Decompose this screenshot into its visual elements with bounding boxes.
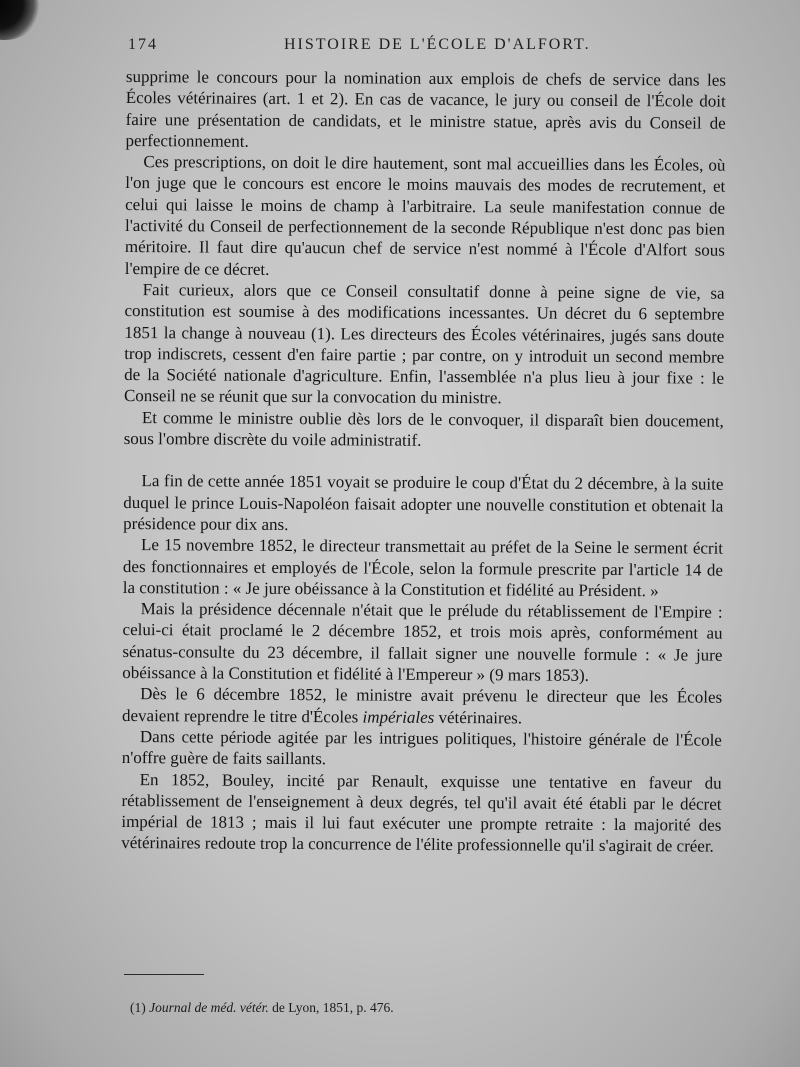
paragraph-text: vétérinaires.	[434, 707, 523, 728]
paragraph: Ces prescriptions, on doit le dire hautement, sont mal accueillies dans les Écoles, où l'on juge que le concours est encore le moins mauvais des modes de recrutement, et celui qui laisse le moins de champ à l'arbitraire. La seule manifestation connue de l'activité du Conseil de perfectionnement de la seconde République n'est donc pas bien méritoire. Il faut dire qu'aucun chef de service n'est nommé à l'École d'Alfort sous l'empire de ce décret.	[124, 152, 726, 279]
corner-shadow	[0, 0, 40, 40]
paragraph	[122, 683, 722, 729]
paragraph: Mais la présidence décennale n'était que le prélude du rétablissement de l'Empire : celui-ci était proclamé le 2 décembre 1852, et trois mois après, conformément au sénatus-consulte du 23 décembre, il fallait signer une nouvelle formule : « Je jure obéissance à la Constitution et fidélité à l'Empereur » (9 mars 1853).	[122, 599, 723, 685]
footnote-separator	[124, 974, 204, 975]
page-number: 174	[128, 36, 158, 53]
footnote-journal: Journal de méd. vétér.	[149, 1000, 269, 1015]
paragraph: Dans cette période agitée par les intrigues politiques, l'histoire générale de l'École n'offre guère de faits saillants.	[121, 727, 722, 769]
footnote-marker: (1)	[130, 1000, 146, 1015]
paragraph: Le 15 novembre 1852, le directeur transmettait au préfet de la Seine le serment écrit des fonctionnaires et employés de l'École, selon la formule prescrite par l'article 14 de la constitution : « Je jure obéissance à la Constitution et fidélité au Président. »	[122, 535, 724, 601]
body-text	[121, 66, 726, 857]
running-title: HISTOIRE DE L'ÉCOLE D'ALFORT.	[284, 36, 591, 53]
paragraph: La fin de cette année 1851 voyait se produire le coup d'État du 2 décembre, à la suite duquel le prince Louis-Napoléon faisait adopter une nouvelle constitution et obtenait la présidence pour dix ans.	[123, 471, 724, 534]
paragraph-text: Dès le 6 décembre 1852, le ministre avait prévenu le directeur que les Écoles devaient reprendre le titre d'Écoles	[121, 684, 723, 727]
paragraph: Fait curieux, alors que ce Conseil consultatif donne à peine signe de vie, sa constitution est soumise à des modifications incessantes. Un décret du 6 septembre 1851 la change à nouveau (1). Les directeurs des Écoles vétérinaires, jugés sans doute trop indiscrets, cessent d'en faire partie ; par contre, on y introduit un second membre de la Société nationale d'agriculture. Enfin, l'assemblée n'a plus lieu à jour fixe : le Conseil ne se réunit que sur la convocation du ministre.	[123, 280, 725, 408]
italic-word: impériales	[362, 707, 435, 727]
paragraph: Et comme le ministre oublie dès lors de le convoquer, il disparaît bien doucement, sous l'ombre discrète du voile administratif.	[123, 407, 724, 450]
paragraph: supprime le concours pour la nomination aux emplois de chefs de service dans les Écoles vétérinaires (art. 1 et 2). En cas de vacance, le jury ou conseil de l'École doit faire une présentation de candidats, et le ministre statue, après avis du Conseil de perfectionnement.	[125, 66, 726, 151]
footnote	[130, 1000, 690, 1016]
paragraph: En 1852, Bouley, incité par Renault, exquisse une tentative en faveur du rétablissement de l'enseignement à deux degrés, tel qu'il avait été établi par le décret impérial de 1813 ; mais il lui faut exécuter une prompte retraite : la majorité des vétérinaires redoute trop la concurrence de l'élite professionnelle qu'il s'agirait de créer.	[121, 769, 722, 856]
footnote-text: de Lyon, 1851, p. 476.	[272, 1000, 394, 1015]
